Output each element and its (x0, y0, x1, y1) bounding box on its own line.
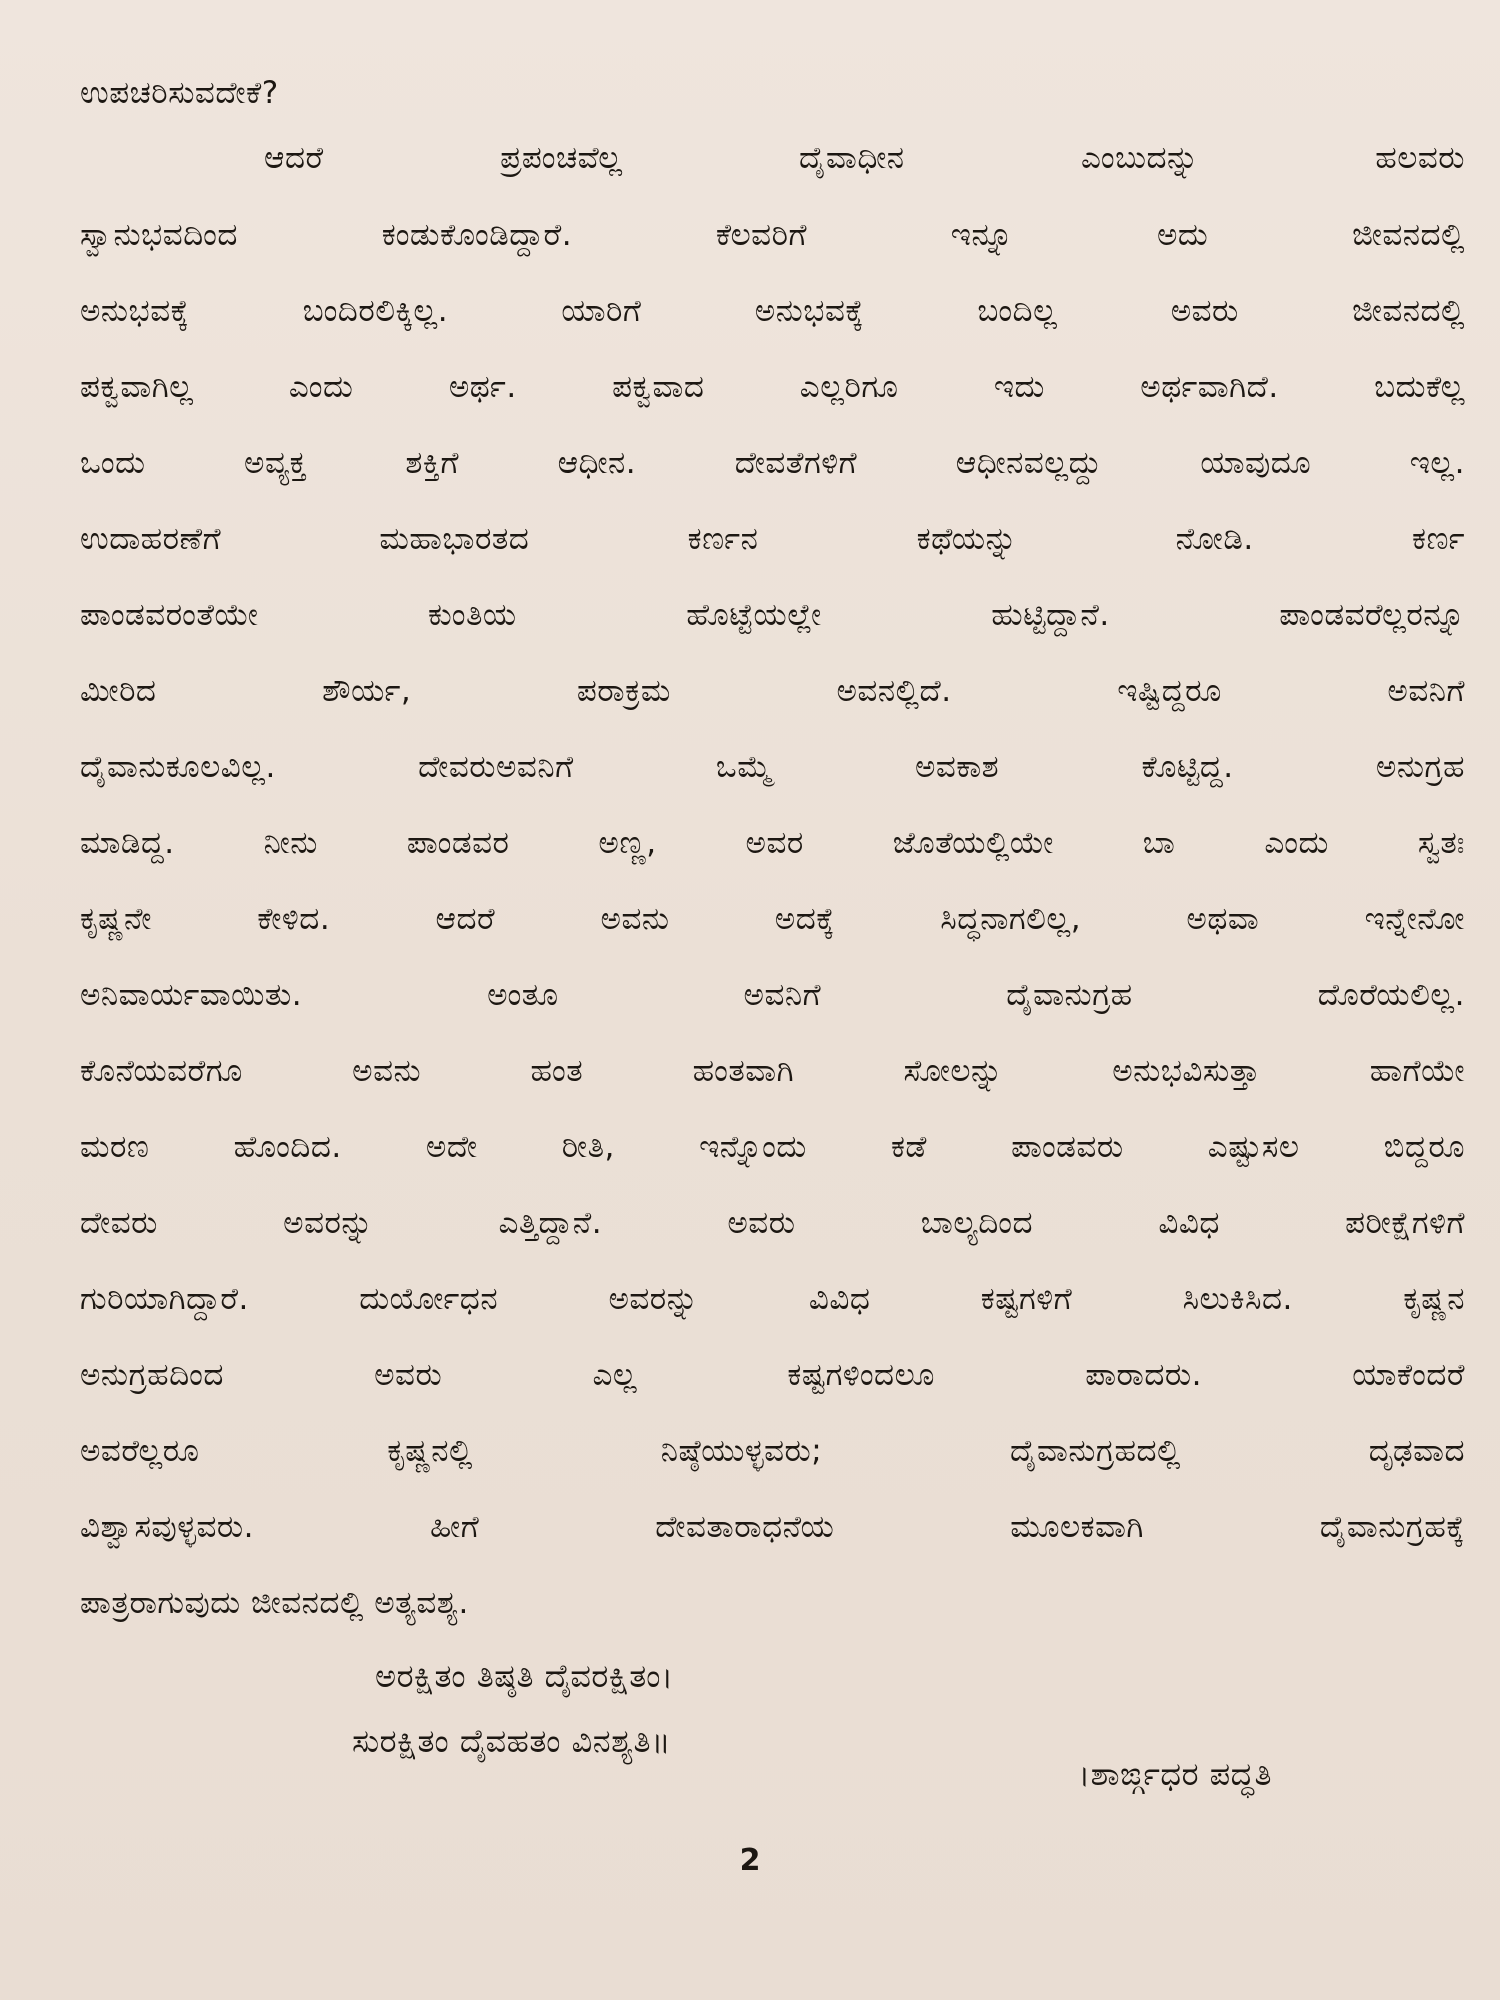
paragraph-line-7: ಪಾಂಡವರಂತೆಯೇ ಕುಂತಿಯ ಹೊಟ್ಟೆಯಲ್ಲೇ ಹುಟ್ಟಿದ್ದಾನೆ. ಪಾಂಡವರೆಲ್ಲರನ್ನೂ (80, 597, 1465, 633)
page-number: 2 (739, 1843, 761, 1878)
paragraph-line-16: ಗುರಿಯಾಗಿದ್ದಾರೆ. ದುರ್ಯೋಧನ ಅವರನ್ನು ವಿವಿಧ ಕಷ್ಟಗಳಿಗೆ ಸಿಲುಕಿಸಿದ. ಕೃಷ್ಣನ (80, 1281, 1465, 1317)
paragraph-line-9: ದೈವಾನುಕೂಲವಿಲ್ಲ. ದೇವರುಅವನಿಗೆ ಒಮ್ಮೆ ಅವಕಾಶ ಕೊಟ್ಟಿದ್ದ. ಅನುಗ್ರಹ (80, 749, 1465, 785)
paragraph-line-12: ಅನಿವಾರ್ಯವಾಯಿತು. ಅಂತೂ ಅವನಿಗೆ ದೈವಾನುಗ್ರಹ ದೊರೆಯಲಿಲ್ಲ. (80, 977, 1465, 1013)
paragraph-line-15: ದೇವರು ಅವರನ್ನು ಎತ್ತಿದ್ದಾನೆ. ಅವರು ಬಾಲ್ಯದಿಂದ ವಿವಿಧ ಪರೀಕ್ಷೆಗಳಿಗೆ (80, 1205, 1465, 1241)
verse-source: ।ಶಾರ್ಙ್ಗಧರ ಪದ್ಧತಿ (1078, 1755, 1272, 1793)
paragraph-line-3: ಅನುಭವಕ್ಕೆ ಬಂದಿರಲಿಕ್ಕಿಲ್ಲ. ಯಾರಿಗೆ ಅನುಭವಕ್ಕೆ ಬಂದಿಲ್ಲ ಅವರು ಜೀವನದಲ್ಲಿ (80, 293, 1465, 329)
paragraph-line-11: ಕೃಷ್ಣನೇ ಕೇಳಿದ. ಆದರೆ ಅವನು ಅದಕ್ಕೆ ಸಿದ್ಧನಾಗಲಿಲ್ಲ, ಅಥವಾ ಇನ್ನೇನೋ (80, 901, 1465, 937)
paragraph-line-10: ಮಾಡಿದ್ದ. ನೀನು ಪಾಂಡವರ ಅಣ್ಣ, ಅವರ ಜೊತೆಯಲ್ಲಿಯೇ ಬಾ ಎಂದು ಸ್ವತಃ (80, 825, 1465, 861)
paragraph-line-6: ಉದಾಹರಣೆಗೆ ಮಹಾಭಾರತದ ಕರ್ಣನ ಕಥೆಯನ್ನು ನೋಡಿ. ಕರ್ಣ (80, 521, 1465, 557)
verse-line-2: ಸುರಕ್ಷಿತಂ ದೈವಹತಂ ವಿನಶ್ಯತಿ॥ (352, 1722, 672, 1760)
paragraph-line-18: ಅವರೆಲ್ಲರೂ ಕೃಷ್ಣನಲ್ಲಿ ನಿಷ್ಠೆಯುಳ್ಳವರು; ದೈವಾನುಗ್ರಹದಲ್ಲಿ ದೃಢವಾದ (80, 1433, 1465, 1469)
paragraph-line-2: ಸ್ವಾನುಭವದಿಂದ ಕಂಡುಕೊಂಡಿದ್ದಾರೆ. ಕೆಲವರಿಗೆ ಇನ್ನೂ ಅದು ಜೀವನದಲ್ಲಿ (80, 217, 1465, 253)
paragraph-line-8: ಮೀರಿದ ಶೌರ್ಯ, ಪರಾಕ್ರಮ ಅವನಲ್ಲಿದೆ. ಇಷ್ಟಿದ್ದರೂ ಅವನಿಗೆ (80, 673, 1465, 709)
paragraph-line-5: ಒಂದು ಅವ್ಯಕ್ತ ಶಕ್ತಿಗೆ ಆಧೀನ. ದೇವತೆಗಳಿಗೆ ಆಧೀನವಲ್ಲದ್ದು ಯಾವುದೂ ಇಲ್ಲ. (80, 445, 1465, 481)
paragraph-line-4: ಪಕ್ವವಾಗಿಲ್ಲ ಎಂದು ಅರ್ಥ. ಪಕ್ವವಾದ ಎಲ್ಲರಿಗೂ ಇದು ಅರ್ಥವಾಗಿದೆ. ಬದುಕೆಲ್ಲ (80, 369, 1465, 405)
paragraph-line-17: ಅನುಗ್ರಹದಿಂದ ಅವರು ಎಲ್ಲ ಕಷ್ಟಗಳಿಂದಲೂ ಪಾರಾದರು. ಯಾಕೆಂದರೆ (80, 1357, 1465, 1393)
opening-line: ಉಪಚರಿಸುವದೇಕೆ? (80, 75, 279, 111)
verse-line-1: ಅರಕ್ಷಿತಂ ತಿಷ್ಠತಿ ದೈವರಕ್ಷಿತಂ। (375, 1657, 674, 1695)
paragraph-line-19: ವಿಶ್ವಾಸವುಳ್ಳವರು. ಹೀಗೆ ದೇವತಾರಾಧನೆಯ ಮೂಲಕವಾಗಿ ದೈವಾನುಗ್ರಹಕ್ಕೆ (80, 1509, 1465, 1545)
paragraph-line-14: ಮರಣ ಹೊಂದಿದ. ಅದೇ ರೀತಿ, ಇನ್ನೊಂದು ಕಡೆ ಪಾಂಡವರು ಎಷ್ಟುಸಲ ಬಿದ್ದರೂ (80, 1129, 1465, 1165)
paragraph-line-13: ಕೊನೆಯವರೆಗೂ ಅವನು ಹಂತ ಹಂತವಾಗಿ ಸೋಲನ್ನು ಅನುಭವಿಸುತ್ತಾ ಹಾಗೆಯೇ (80, 1053, 1465, 1089)
paragraph-line-1: ಆದರೆ ಪ್ರಪಂಚವೆಲ್ಲ ದೈವಾಧೀನ ಎಂಬುದನ್ನು ಹಲವರು (264, 140, 1465, 176)
paragraph-line-20: ಪಾತ್ರರಾಗುವುದು ಜೀವನದಲ್ಲಿ ಅತ್ಯವಶ್ಯ. (80, 1585, 469, 1621)
